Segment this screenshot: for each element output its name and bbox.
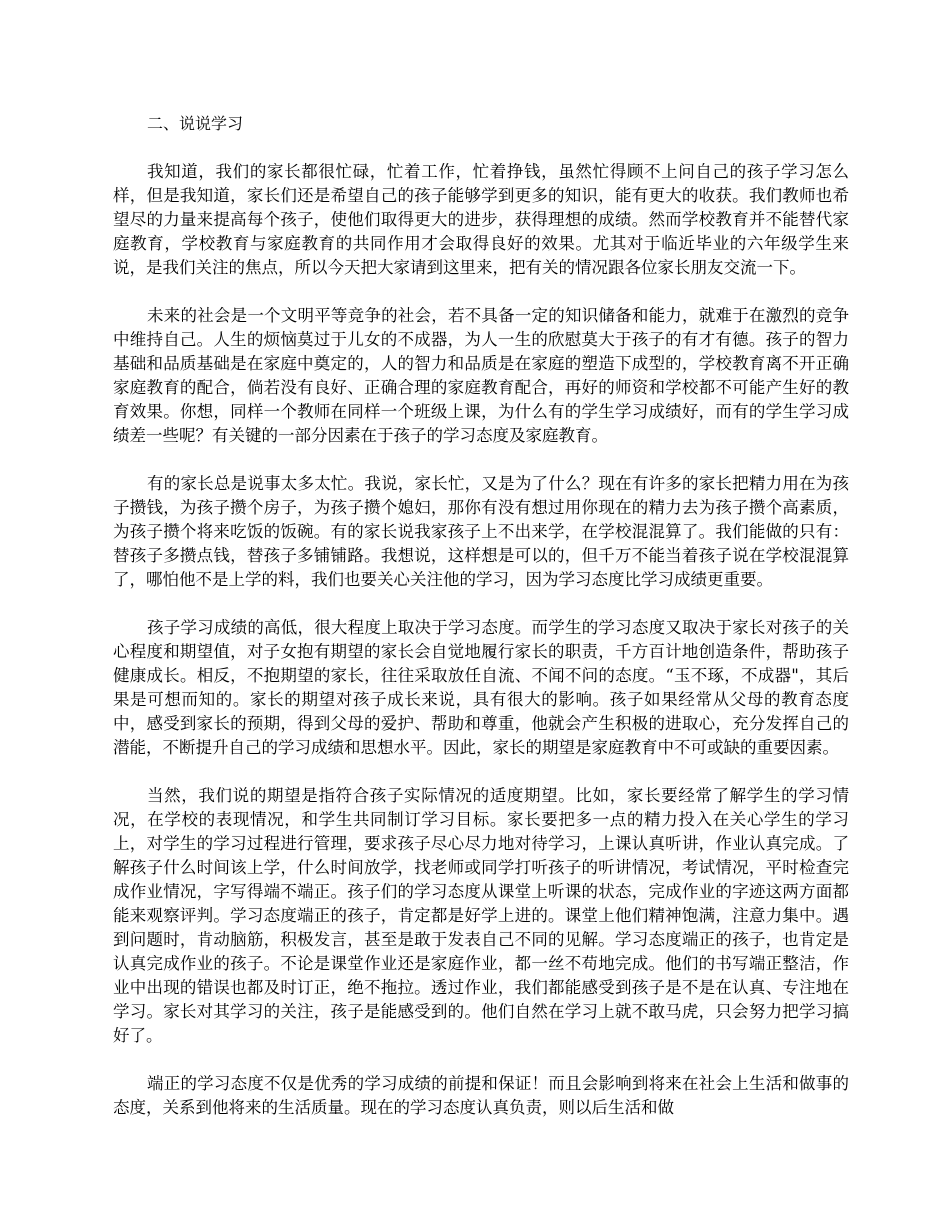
paragraph-6: 端正的学习态度不仅是优秀的学习成绩的前提和保证！而且会影响到将来在社会上生活和做事的态度，关系到他将来的生活质量。现在的学习态度认真负责，则以后生活和做 xyxy=(113,1074,849,1117)
document-page xyxy=(113,112,849,1144)
paragraph-1: 我知道，我们的家长都很忙碌，忙着工作，忙着挣钱，虽然忙得顾不上问自己的孩子学习怎么样，但是我知道，家长们还是希望自己的孩子能够学到更多的知识，能有更大的收获。我们教师也希望尽的力量来提高每个孩子，使他们取得更大的进步，获得理想的成绩。然而学校教育并不能替代家庭教育，学校教育与家庭教育的共同作用才会取得良好的效果。尤其对于临近毕业的六年级学生来说，是我们关注的焦点，所以今天把大家请到这里来，把有关的情况跟各位家长朋友交流一下。 xyxy=(113,162,849,277)
section-heading: 二、说说学习 xyxy=(147,114,244,133)
paragraph-2: 未来的社会是一个文明平等竞争的社会，若不具备一定的知识储备和能力，就难于在激烈的竞争中维持自己。人生的烦恼莫过于儿女的不成器，为人一生的欣慰莫大于孩子的有才有德。孩子的智力基础和品质基础是在家庭中奠定的，人的智力和品质是在家庭的塑造下成型的，学校教育离不开正确家庭教育的配合，倘若没有良好、正确合理的家庭教育配合，再好的师资和学校都不可能产生好的教育效果。你想，同样一个教师在同样一个班级上课，为什么有的学生学习成绩好，而有的学生学习成绩差一些呢？有关键的一部分因素在于孩子的学习态度及家庭教育。 xyxy=(113,306,849,445)
paragraph-3: 有的家长总是说事太多太忙。我说，家长忙，又是为了什么？现在有许多的家长把精力用在为孩子攒钱，为孩子攒个房子，为孩子攒个媳妇，那你有没有想过用你现在的精力去为孩子攒个高素质，为孩子攒个将来吃饭的饭碗。有的家长说我家孩子上不出来学，在学校混混算了。我们能做的只有：替孩子多攒点钱，替孩子多铺铺路。我想说，这样想是可以的，但千万不能当着孩子说在学校混混算了，哪怕他不是上学的料，我们也要关心关注他的学习，因为学习态度比学习成绩更重要。 xyxy=(113,474,849,589)
paragraph-4: 孩子学习成绩的高低，很大程度上取决于学习态度。而学生的学习态度又取决于家长对孩子的关心程度和期望值，对子女抱有期望的家长会自觉地履行家长的职责，千方百计地创造条件，帮助孩子健康成长。相反，不抱期望的家长，往往采取放任自流、不闻不问的态度。“玉不琢，不成器"，其后果是可想而知的。家长的期望对孩子成长来说，具有很大的影响。孩子如果经常从父母的教育态度中，感受到家长的预期，得到父母的爱护、帮助和尊重，他就会产生积极的进取心，充分发挥自己的潜能，不断提升自己的学习成绩和思想水平。因此，家长的期望是家庭教育中不可或缺的重要因素。 xyxy=(113,618,849,757)
paragraph-5: 当然，我们说的期望是指符合孩子实际情况的适度期望。比如，家长要经常了解学生的学习情况，在学校的表现情况，和学生共同制订学习目标。家长要把多一点的精力投入在关心学生的学习上，对学生的学习过程进行管理，要求孩子尽心尽力地对待学习，上课认真听讲，作业认真完成。了解孩子什么时间该上学，什么时间放学，找老师或同学打听孩子的听讲情况，考试情况，平时检查完成作业情况，字写得端不端正。孩子们的学习态度从课堂上听课的状态，完成作业的字迹这两方面都能来观察评判。学习态度端正的孩子，肯定都是好学上进的。课堂上他们精神饱满，注意力集中。遇到问题时，肯动脑筋，积极发言，甚至是敢于发表自己不同的见解。学习态度端正的孩子，也肯定是认真完成作业的孩子。不论是课堂作业还是家庭作业，都一丝不苟地完成。他们的书写端正整洁，作业中出现的错误也都及时订正，绝不拖拉。透过作业，我们都能感受到孩子是不是在认真、专注地在学习。家长对其学习的关注，孩子是能感受到的。他们自然在学习上就不敢马虎，只会努力把学习搞好了。 xyxy=(113,786,849,1045)
